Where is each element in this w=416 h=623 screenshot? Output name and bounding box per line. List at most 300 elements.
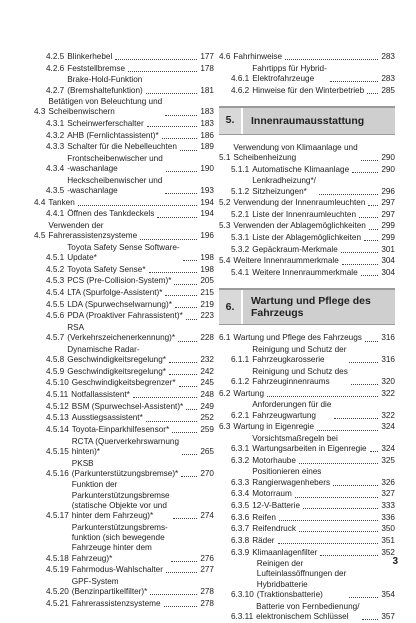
toc-entry[interactable] (219, 602, 395, 623)
entry-title: LDA (Spurwechselwarnung)* (67, 299, 172, 309)
toc-entry[interactable] (34, 378, 214, 388)
section-title: Innenraumausstattung (251, 114, 365, 127)
dot-leader (140, 239, 197, 240)
entry-title: Toyota Safety Sense Software- Update* (67, 242, 180, 263)
entry-title: Blinkerhebel (67, 52, 113, 61)
entry-number: 4.5.4 (46, 288, 65, 298)
section-heading-6[interactable] (219, 288, 395, 325)
entry-title: Notfallassistent* (71, 390, 130, 400)
toc-entry[interactable] (34, 75, 214, 96)
entry-title: Fahrtipps für Hybrid- Elektrofahrzeuge (252, 63, 327, 83)
entry-page: 354 (381, 589, 395, 599)
entry-page: 351 (381, 535, 395, 545)
toc-entry[interactable] (34, 198, 214, 208)
toc-entry[interactable] (219, 389, 395, 399)
page-number: 3 (392, 555, 398, 567)
entry-title: Vorsichtsmaßregeln bei Wartungsarbeiten in Eigenregie (252, 433, 367, 454)
section-number: 6. (219, 290, 243, 324)
entry-number: 6.1 (219, 333, 231, 343)
entry-page: 242 (200, 366, 214, 376)
entry-number: 4.5.6 (46, 311, 65, 321)
toc-entry[interactable] (34, 480, 214, 521)
entry-title: Dynamische Radar- Geschwindigkeitsregelung* (67, 344, 166, 365)
toc-entry[interactable] (219, 400, 395, 421)
entry-page: 189 (200, 142, 214, 152)
entry-title: Motorraum (252, 489, 292, 499)
entry-number: 4.6 (219, 52, 231, 61)
entry-page: 299 (381, 233, 395, 243)
dot-leader (368, 205, 378, 206)
entry-number: 5.4 (219, 256, 231, 266)
toc-entry[interactable] (219, 367, 395, 388)
entry-number: 5.2.1 (231, 209, 250, 219)
toc-entry[interactable] (34, 154, 214, 175)
dot-leader (186, 319, 198, 320)
toc-entry[interactable] (34, 311, 214, 321)
entry-page: 316 (381, 355, 395, 365)
entry-number: 4.5 (34, 231, 46, 241)
entry-title: Fahrmodus-Wahlschalter (71, 565, 163, 575)
toc-entry[interactable] (34, 97, 214, 118)
dot-leader (267, 396, 378, 397)
entry-page: 190 (200, 164, 214, 174)
dot-leader (179, 386, 198, 387)
dot-leader (341, 252, 379, 253)
dot-leader (169, 374, 197, 375)
toc-left-column (34, 52, 214, 610)
toc-entry[interactable] (219, 559, 395, 600)
entry-title: Liste der Innenraumleuchten (252, 209, 356, 219)
entry-title: Verwenden der Fahrerassistenzsysteme (48, 221, 138, 241)
toc-entry[interactable] (219, 64, 395, 85)
toc-entry[interactable] (219, 268, 395, 278)
dot-leader (364, 240, 378, 241)
toc-entry[interactable] (34, 300, 214, 310)
entry-page: 181 (200, 85, 214, 95)
entry-number: 4.5.19 (46, 565, 69, 575)
toc-entry[interactable] (219, 210, 395, 220)
toc-entry[interactable] (219, 524, 395, 534)
entry-title: PDA (Proaktiver Fahrassistent)* (67, 311, 183, 321)
entry-page: 205 (200, 276, 214, 286)
entry-number: 4.5.11 (46, 390, 69, 400)
entry-title: Reinigen der Lufteinlassöffnungen der Hybridbatterie (Traktionsbatterie) (256, 559, 347, 599)
entry-title: BSM (Spurwechsel-Assistent)* (71, 401, 184, 411)
dot-leader (295, 497, 379, 498)
entry-page: 296 (381, 186, 395, 196)
entry-number: 4.3.3 (46, 142, 65, 152)
entry-page: 249 (200, 401, 214, 411)
dot-leader (361, 275, 379, 276)
entry-page: 336 (381, 512, 395, 522)
dot-leader (317, 430, 378, 431)
entry-page: 198 (200, 253, 214, 263)
entry-page: 297 (381, 209, 395, 219)
entry-page: 245 (200, 378, 214, 388)
entry-number: 4.5.21 (46, 598, 69, 608)
dot-leader (299, 463, 378, 464)
toc-entry[interactable] (34, 119, 214, 129)
dot-leader (182, 454, 197, 455)
dot-leader (183, 260, 198, 261)
dot-leader (162, 138, 198, 139)
entry-page: 248 (200, 390, 214, 400)
dot-leader (359, 217, 378, 218)
entry-page: 320 (381, 377, 395, 387)
toc-entry[interactable] (34, 209, 214, 219)
entry-page: 183 (200, 107, 214, 117)
dot-leader (133, 397, 197, 398)
entry-number: 4.5.14 (46, 425, 69, 435)
toc-entry[interactable] (219, 434, 395, 455)
entry-page: 228 (200, 333, 214, 343)
entry-page: 178 (200, 63, 214, 73)
entry-title: Fahrhinweise (233, 52, 283, 61)
section-number: 5. (219, 108, 243, 134)
entry-number: 4.5.18 (46, 553, 69, 563)
dot-leader (128, 71, 197, 72)
entry-title: Feststellbremse (67, 63, 126, 73)
dot-leader (146, 421, 198, 422)
entry-number: 4.5.13 (46, 413, 69, 423)
dot-leader (303, 508, 378, 509)
toc-entry[interactable] (34, 599, 214, 609)
entry-title: Ausstiegsassistent* (71, 413, 143, 423)
entry-page: 304 (381, 268, 395, 278)
entry-title: Toyota-Einparkhilfesensor* (71, 425, 170, 435)
entry-page: 198 (200, 264, 214, 274)
dot-leader (299, 531, 378, 532)
entry-page: 301 (381, 244, 395, 254)
entry-number: 4.6.1 (231, 73, 250, 83)
entry-title: Automatische Klimaanlage (252, 164, 350, 174)
entry-number: 4.5.9 (46, 366, 65, 376)
dot-leader (150, 594, 197, 595)
entry-number: 4.2.6 (46, 63, 65, 73)
toc-entry[interactable] (34, 523, 214, 564)
dot-leader (349, 362, 378, 363)
dot-leader (149, 272, 198, 273)
entry-title: Tanken (48, 197, 75, 207)
toc-entry[interactable] (219, 501, 395, 511)
dot-leader (320, 555, 378, 556)
toc-entry[interactable] (219, 176, 395, 197)
toc-entry[interactable] (34, 402, 214, 412)
entry-page: 215 (200, 288, 214, 298)
toc-entry[interactable] (219, 245, 395, 255)
entry-page: 326 (381, 477, 395, 487)
entry-page: 327 (381, 489, 395, 499)
toc-entry[interactable] (34, 413, 214, 423)
dot-leader (361, 160, 379, 161)
dot-leader (365, 341, 378, 342)
toc-entry[interactable] (34, 131, 214, 141)
entry-number: 6.1.2 (231, 377, 250, 387)
entry-number: 5.1.2 (231, 186, 250, 196)
toc-entry[interactable] (219, 536, 395, 546)
toc-entry[interactable] (219, 221, 395, 231)
toc-right-column (219, 52, 395, 623)
dot-leader (352, 172, 378, 173)
dot-leader (172, 432, 197, 433)
entry-title: Wartung und Pflege des Fahrzeugs (233, 333, 362, 343)
entry-page: 277 (200, 565, 214, 575)
entry-number: 6.3.9 (231, 547, 250, 557)
entry-number: 4.2.5 (46, 52, 65, 61)
dot-leader (78, 205, 198, 206)
entry-number: 6.3.1 (231, 444, 250, 454)
toc-entry[interactable] (219, 233, 395, 243)
entry-title: Geschwindigkeitsbegrenzer* (71, 378, 176, 388)
entry-page: 285 (381, 85, 395, 95)
entry-title: Verwendung der Innenraumleuchten (233, 198, 366, 208)
entry-number: 6.3.10 (231, 589, 254, 599)
entry-page: 183 (200, 119, 214, 129)
entry-title: Toyota Safety Sense* (67, 264, 146, 274)
entry-title: Scheinwerferschalter (67, 119, 144, 129)
dot-leader (115, 59, 197, 60)
dot-leader (319, 194, 378, 195)
entry-page: 265 (200, 446, 214, 456)
dot-leader (165, 295, 197, 296)
dot-leader (178, 341, 197, 342)
entry-page: 252 (200, 413, 214, 423)
dot-leader (186, 409, 197, 410)
toc-entry[interactable] (219, 456, 395, 466)
entry-number: 5.1 (219, 153, 231, 163)
dot-leader (370, 451, 379, 452)
entry-number: 4.5.3 (46, 276, 65, 286)
toc-entry[interactable] (34, 577, 214, 598)
dot-leader (285, 59, 378, 60)
toc-group-5 (219, 143, 395, 279)
entry-title: PKSB (Parkunterstützungsbremse)* (71, 458, 179, 478)
entry-title: Motorhaube (252, 455, 296, 465)
entry-title: Heckscheibenwischer und -waschanlage (67, 175, 163, 196)
entry-number: 4.5.7 (46, 333, 65, 343)
entry-title: Öffnen des Tankdeckels (67, 209, 155, 219)
toc-entry[interactable] (34, 437, 214, 458)
dot-leader (351, 384, 379, 385)
toc-entry[interactable] (219, 422, 395, 432)
toc-entry[interactable] (34, 276, 214, 286)
entry-number: 4.5.16 (46, 468, 69, 478)
entry-title: Positionieren eines Rangierwagenhebers (252, 467, 331, 487)
toc-entry[interactable] (34, 425, 214, 435)
entry-page: 274 (200, 511, 214, 521)
toc-entry[interactable] (34, 64, 214, 74)
toc-entry[interactable] (219, 513, 395, 523)
entry-title: Reinigung und Schutz der Fahrzeugkarosserie (252, 344, 347, 365)
entry-title: Räder (252, 535, 275, 545)
entry-title: Wartung (233, 388, 265, 398)
entry-page: 325 (381, 455, 395, 465)
entry-number: 6.3.6 (231, 512, 250, 522)
dot-leader (173, 518, 198, 519)
toc-entry[interactable] (34, 367, 214, 377)
entry-title: LTA (Spurfolge-Assistent)* (67, 288, 163, 298)
dot-leader (166, 572, 197, 573)
entry-title: Reifendruck (252, 524, 296, 534)
entry-page: 299 (381, 221, 395, 231)
entry-title: Weitere Innenraummerkmale (233, 256, 339, 266)
entry-title: Lenkradheizung*/ Sitzheizungen* (252, 176, 316, 196)
dot-leader (169, 362, 197, 363)
toc-entry[interactable] (34, 52, 214, 62)
dot-leader (333, 485, 378, 486)
toc-entry[interactable] (34, 390, 214, 400)
entry-number: 6.3.3 (231, 477, 250, 487)
dot-leader (147, 126, 198, 127)
dot-leader (171, 561, 198, 562)
dot-leader (334, 418, 378, 419)
entry-number: 5.3.1 (231, 233, 250, 243)
entry-page: 357 (381, 611, 395, 621)
entry-number: 5.4.1 (231, 268, 250, 278)
entry-number: 5.1.1 (231, 164, 250, 174)
toc-entry[interactable] (219, 548, 395, 558)
entry-page: 290 (381, 164, 395, 174)
entry-page: 283 (381, 52, 395, 61)
toc-entry[interactable] (219, 86, 395, 96)
entry-title: Reinigung und Schutz des Fahrzeuginnenraums (252, 366, 348, 387)
entry-number: 4.5.20 (46, 587, 69, 597)
entry-number: 4.5.1 (46, 253, 65, 263)
entry-title: Anforderungen für die Fahrzeugwartung (252, 400, 332, 420)
toc-entry[interactable] (219, 256, 395, 266)
entry-page: 194 (200, 197, 214, 207)
entry-page: 193 (200, 186, 214, 196)
entry-page: 278 (200, 587, 214, 597)
toc-entry[interactable] (34, 265, 214, 275)
toc-entry[interactable] (34, 565, 214, 575)
entry-title: Weitere Innenraummerkmale (252, 268, 358, 278)
dot-leader (181, 476, 197, 477)
entry-page: 186 (200, 130, 214, 140)
entry-title: Liste der Ablagemöglichkeiten (252, 233, 361, 243)
section-title: Wartung und Pflege des Fahrzeugs (251, 295, 371, 320)
entry-title: RCTA (Querverkehrswarnung hinten)* (71, 436, 179, 456)
entry-number: 6.2.1 (231, 410, 250, 420)
entry-number: 4.3.4 (46, 164, 65, 174)
dot-leader (164, 606, 198, 607)
entry-page: 297 (381, 198, 395, 208)
entry-page: 304 (381, 256, 395, 266)
entry-number: 4.6.2 (231, 85, 250, 95)
dot-leader (349, 597, 378, 598)
section-heading-5[interactable] (219, 106, 395, 135)
entry-number: 4.4 (34, 197, 46, 207)
entry-title: Parkunterstützungsbrems- funktion (sich bewegende Fahrzeuge hinter dem Fahrzeug)* (71, 522, 168, 563)
dot-leader (157, 217, 197, 218)
entry-number: 4.5.12 (46, 401, 69, 411)
toc-entry[interactable] (219, 52, 395, 62)
entry-number: 4.5.8 (46, 355, 65, 365)
entry-page: 352 (381, 547, 395, 557)
entry-title: AHB (Fernlichtassistent)* (67, 130, 159, 140)
entry-title: Hinweise für den Winterbetrieb (252, 85, 365, 95)
entry-title: Batterie von Fernbedienung/ elektronischem Schlüssel (256, 601, 360, 621)
entry-page: 194 (200, 209, 214, 219)
toc-entry[interactable] (34, 142, 214, 152)
entry-title: Frontscheibenwischer und -waschanlage (67, 153, 163, 174)
entry-number: 4.3.5 (46, 186, 65, 196)
entry-title: Gepäckraum-Merkmale (252, 244, 338, 254)
entry-page: 322 (381, 410, 395, 420)
entry-title: Schalter für die Nebelleuchten (67, 142, 177, 152)
entry-page: 324 (381, 444, 395, 454)
entry-number: 6.3.4 (231, 489, 250, 499)
entry-page: 232 (200, 355, 214, 365)
dot-leader (342, 264, 379, 265)
entry-number: 5.3 (219, 221, 231, 231)
toc-entry[interactable] (219, 467, 395, 488)
dot-leader (362, 619, 378, 620)
toc-entry[interactable] (219, 333, 395, 343)
entry-title: Klimaanlagenfilter (252, 547, 318, 557)
toc-entry[interactable] (219, 165, 395, 175)
dot-leader (367, 93, 378, 94)
toc-entry[interactable] (219, 489, 395, 499)
toc-group-4-6 (219, 52, 395, 96)
entry-title: GPF-System (Benzinpartikelfilter)* (71, 576, 148, 597)
entry-page: 324 (381, 422, 395, 432)
entry-title: Geschwindigkeitsregelung* (67, 366, 166, 376)
toc-entry[interactable] (34, 176, 214, 197)
toc-entry[interactable] (219, 345, 395, 366)
entry-title: PCS (Pre-Collision-System)* (67, 276, 172, 286)
dot-leader (174, 284, 197, 285)
dot-leader (146, 93, 198, 94)
dot-leader (369, 229, 378, 230)
entry-number: 6.3.5 (231, 500, 250, 510)
entry-title: RSA (Verkehrszeichenerkennung)* (67, 323, 176, 343)
dot-leader (279, 520, 378, 521)
entry-page: 316 (381, 333, 395, 343)
entry-number: 4.5.15 (46, 446, 69, 456)
entry-page: 322 (381, 388, 395, 398)
entry-number: 4.3.2 (46, 130, 65, 140)
entry-title: Fahrerassistenzsysteme (71, 598, 161, 608)
dot-leader (165, 193, 197, 194)
entry-number: 6.2 (219, 388, 231, 398)
dot-leader (330, 81, 378, 82)
entry-number: 6.1.1 (231, 355, 250, 365)
entry-title: Brake-Hold-Funktion (Bremshaltefunktion) (67, 75, 143, 95)
entry-page: 196 (200, 231, 214, 241)
entry-number: 4.5.5 (46, 299, 65, 309)
toc-entry[interactable] (34, 323, 214, 344)
toc-entry[interactable] (34, 459, 214, 480)
entry-number: 4.5.10 (46, 378, 69, 388)
entry-title: Reifen (252, 512, 276, 522)
toc-entry[interactable] (34, 221, 214, 242)
dot-leader (165, 115, 197, 116)
entry-title: Funktion der Parkunterstützungsbremse (statische Objekte vor und hinter dem Fahrzeug)* (71, 480, 170, 521)
toc-entry[interactable] (34, 243, 214, 264)
dot-leader (278, 543, 379, 544)
toc-entry[interactable] (219, 198, 395, 208)
toc-entry[interactable] (34, 288, 214, 298)
toc-entry[interactable] (34, 345, 214, 366)
entry-number: 5.2 (219, 198, 231, 208)
dot-leader (180, 150, 197, 151)
entry-number: 5.3.2 (231, 244, 250, 254)
entry-title: Betätigen von Beleuchtung und Scheibenwischern (48, 97, 163, 117)
toc-entry[interactable] (219, 143, 395, 164)
entry-number: 6.3 (219, 422, 231, 432)
entry-page: 270 (200, 468, 214, 478)
